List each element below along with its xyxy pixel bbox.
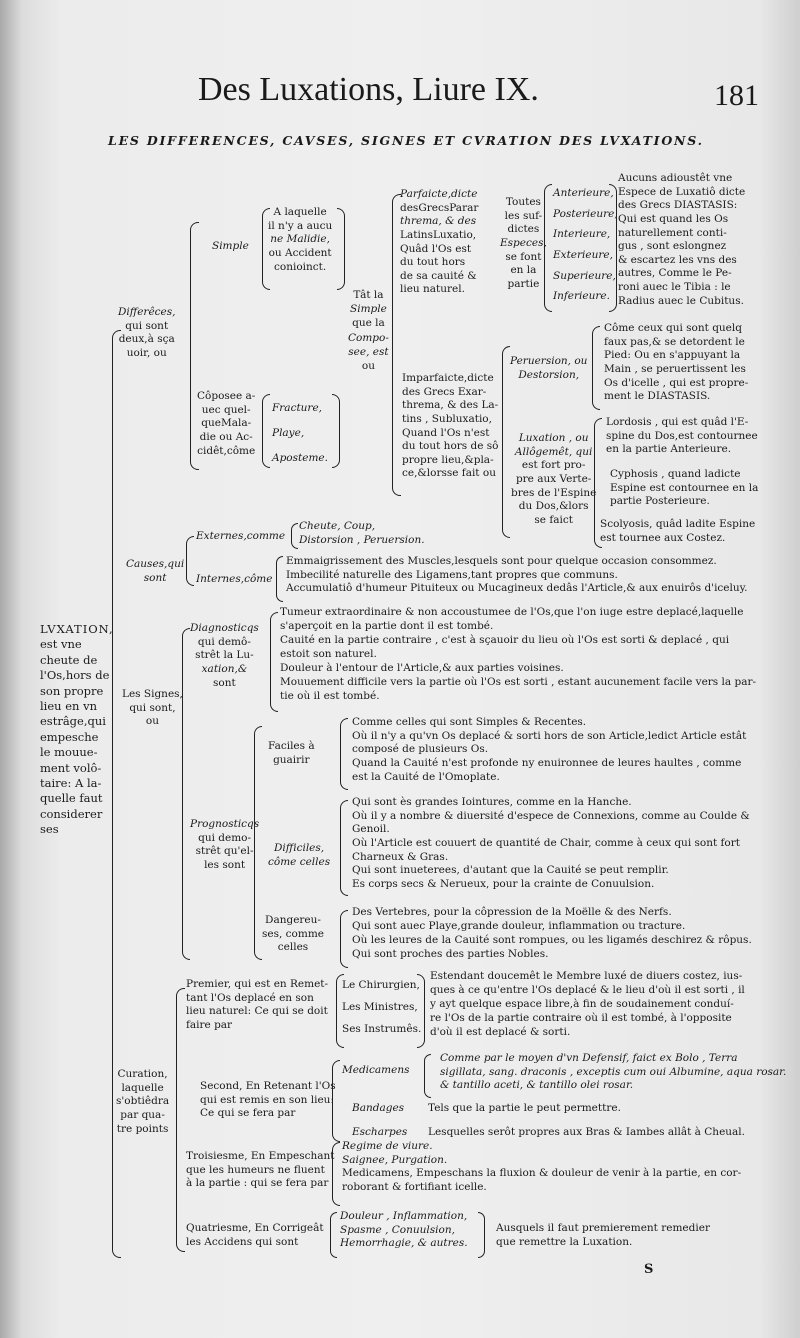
toutes-especes: Toutes les suf- dictes Especes, se font en la partie (500, 196, 547, 290)
curation-brace (176, 988, 185, 1252)
directions-close-brace (609, 184, 617, 312)
internes-label: Internes,côme (196, 573, 273, 585)
medicamens-desc: Comme par le moyen d'vn Defensif, faict ex Bolo , Terra sigillata, sang. draconis , exceptis cum oui Albumine, aqua rosar. & tantillo aceti, & tantillo olei rosar. (440, 1052, 787, 1092)
diastasis-note: Aucuns adioustêt vne Espece de Luxatiô dicte des Grecs DIASTASIS: Qui est quand les Os naturellement conti- gus , sont eslongnez & escartez les vns des autres, Comme le Pe- roni auec le Tibia : le Radius auec le Cubitus. (618, 172, 746, 307)
parfaicte-desc: Parfaicte,dicte desGrecsParar threma, & des LatinsLuxatio, Quâd l'Os est du tout hors de sa cauité & lieu naturel. (400, 188, 479, 296)
dangereuses-items: Des Vertebres, pour la côpression de la Moëlle & des Nerfs. Qui sont auec Playe,grande douleur, inflammation ou tracture. Où les leures de la Cauité sont rompues, ou les ligamés deschirez & rôpus. Qui sont proches des parties Nobles. (352, 906, 752, 960)
accidens-desc: Ausquels il faut premierement remedier que remettre la Luxation. (496, 1222, 710, 1248)
direction-list: Anterieure, Posterieure, Interieure, Exterieure, Superieure, Inferieure. (553, 187, 618, 303)
agents-list: Le Chirurgien, Les Ministres, Ses Instrumês. (342, 979, 422, 1036)
dangereuses-label: Dangereu- ses, comme celles (262, 914, 324, 954)
difficiles-items: Qui sont ès grandes Iointures, comme en la Hanche. Où il y a nombre & diuersité d'espece de Connexions, comme au Coulde & Genoil. Où l'Article est couuert de quantité de Chair, comme à ceux qui sont fort Charneux & Gras. Qui sont inueterees, d'autant que la Cauité se peut remplir. Es corps secs & Nerueux, pour la crainte de Conuulsion. (352, 796, 750, 890)
composee-items: Fracture, Playe, Aposteme. (272, 402, 328, 465)
curation-label: Curation, laquelle s'obtiêdra par qua- tre points (116, 1068, 170, 1135)
internes-brace (276, 556, 283, 602)
imparfaicte-desc: Imparfaicte,dicte des Grecs Exar- threma, & des La- tins , Subluxatio, Quand l'Os n'est du tout hors de sô propre lieu,&pla- ce,&lorsse fait ou (402, 372, 499, 480)
accidens-close-brace (478, 1212, 485, 1258)
table-subtitle: LES DIFFERENCES, CAVSES, SIGNES ET CVRATION DES LVXATIONS. (108, 133, 704, 148)
bandages-desc: Tels que la partie le peut permettre. (428, 1102, 621, 1114)
page-number: 181 (714, 79, 759, 112)
running-title: Des Luxations, Liure IX. (198, 71, 539, 108)
simple-close-brace (337, 208, 345, 290)
allongement-label: Luxation , ou Allôgemêt, qui est fort pro- pre aux Verte- bres de l'Espine du Dos,&lors se faict (511, 432, 597, 526)
composee-brace (262, 394, 270, 468)
diagnostics-label: Diagnosticqs qui demô- strêt la Lu- xation,& sont (190, 622, 259, 689)
tant-simple-composee: Tât la Simple que la Compo- see, est ou (348, 289, 389, 372)
simple-desc: A laquelle il n'y a aucu ne Malidie, ou Accident conioinct. (268, 206, 333, 273)
second-brace (332, 1060, 340, 1142)
causes-label: Causes,qui sont (126, 558, 185, 584)
faciles-label: Faciles à guairir (268, 740, 315, 766)
peruersion-brace (592, 326, 600, 410)
escharpes-desc: Lesquelles serôt propres aux Bras & Iambes allât à Cheual. (428, 1126, 746, 1138)
composee-label: Côposee a- uec quel- queMala- die ou Ac- cidêt,côme (197, 390, 256, 457)
faciles-brace (340, 718, 348, 790)
troisiesme-brace (332, 1142, 340, 1206)
escharpes-label: Escharpes (352, 1126, 408, 1138)
lordosis-desc: Lordosis , qui est quâd l'E- spine du Dos,est contournee en la partie Anterieure. (606, 416, 758, 456)
accidens-list: Douleur , Inflammation, Spasme , Conuulsion, Hemorrhagie, & autres. (340, 1210, 468, 1250)
root-luxation: LVXATION, est vne cheute de l'Os,hors de son propre lieu en vn estrâge,qui empesche le mouue- ment volô- taire: A la- quelle faut considerer ses (40, 622, 114, 837)
quatriesme-brace (330, 1212, 337, 1258)
simple-label: Simple (212, 240, 249, 252)
agents-close-brace (417, 974, 425, 1048)
peruersion-desc: Côme ceux qui sont quelq faux pas,& se detordent le Pied: Ou en s'appuyant la Main , se peruertissent les Os d'icelle , qui est propre- ment le DIASTASIS. (604, 322, 749, 403)
signes-brace (182, 628, 190, 960)
difficiles-brace (340, 800, 348, 896)
premier-desc: Premier, qui est en Remet- tant l'Os deplacé en son lieu naturel: Ce qui se doit faire par (186, 978, 329, 1031)
medicamens-label: Medicamens (342, 1064, 410, 1076)
faciles-items: Comme celles qui sont Simples & Recentes. Où il n'y a qu'vn Os deplacé & sorti hors de son Article,ledict Article estât composé de plusieurs Os. Quand la Cauité n'est profonde ny enuironnee de leures haultes , comme est la Cauité de l'Omoplate. (352, 716, 747, 783)
difficiles-label: Difficiles, côme celles (268, 842, 331, 868)
quatriesme-desc: Quatriesme, En Corrigeât les Accidens qui sont (186, 1222, 324, 1248)
dangereuses-brace (340, 910, 348, 968)
differences-label: Differêces, qui sont deux,à sça uoir, ou (118, 306, 176, 359)
scolyosis-desc: Scolyosis, quâd ladite Espine est tournee aux Costez. (600, 518, 756, 544)
medicamens-brace (424, 1054, 431, 1098)
externes-items: Cheute, Coup, Distorsion , Peruersion. (299, 520, 425, 546)
diagnostics-items: Tumeur extraordinaire & non accoustumee de l'Os,que l'on iuge estre deplacé,laquelle s'aperçoit en la partie dont il est tombé. Cauité en la partie contraire , c'est à sçauoir du lieu où l'Os est sorti & deplacé , qui estoit son naturel. Douleur à l'entour de l'Article,& aux parties voisines. Mouuement difficile vers la partie où l'Os est sorti , estant aucunement facile vers la par- tie où il est tombé. (280, 606, 757, 702)
prognostics-label: Prognosticqs qui demo- strêt qu'el- les sont (190, 818, 260, 871)
externes-brace (291, 523, 298, 549)
peruersion-label: Peruersion, ou Destorsion, (510, 355, 588, 382)
externes-label: Externes,comme (196, 530, 286, 542)
directions-brace (544, 184, 552, 312)
diagnostics-brace (270, 612, 278, 712)
signature-mark: S (644, 1262, 654, 1277)
composee-close-brace (332, 394, 340, 468)
imparfaicte-brace (502, 346, 510, 538)
prognostics-brace (254, 726, 262, 960)
signes-label: Les Signes, qui sont, ou (122, 688, 183, 728)
second-desc: Second, En Retenant l'Os qui est remis en son lieu: Ce qui se fera par (200, 1080, 336, 1120)
internes-items: Emmaigrissement des Muscles,lesquels sont pour quelque occasion consommez. Imbecilité naturelle des Ligamens,tant propres que communs. Accumulatiô d'humeur Pituiteux ou Mucagineux dedâs l'Article,& aux enuirôs d'iceluy. (286, 555, 748, 595)
troisiesme-items: Regime de viure. Saignee, Purgation. Medicamens, Empeschans la fluxion & douleur de venir à la partie, en cor- roborant & fortifiant icelle. (342, 1140, 742, 1193)
causes-brace (186, 536, 194, 586)
troisiesme-desc: Troisiesme, En Empeschant que les humeurs ne fluent à la partie : qui se fera par (186, 1150, 335, 1190)
cyphosis-desc: Cyphosis , quand ladicte Espine est contournee en la partie Posterieure. (610, 468, 759, 508)
premier-method: Estendant doucemêt le Membre luxé de diuers costez, ius- ques à ce qu'entre l'Os deplacé & le lieu d'où il est sorti , il y ayt quelque espace libre,à fin de soudainement conduí- re l'Os de la partie contraire où il est tombé, à l'opposite d'où il est deplacé & sorti. (430, 970, 745, 1038)
bandages-label: Bandages (352, 1102, 405, 1114)
